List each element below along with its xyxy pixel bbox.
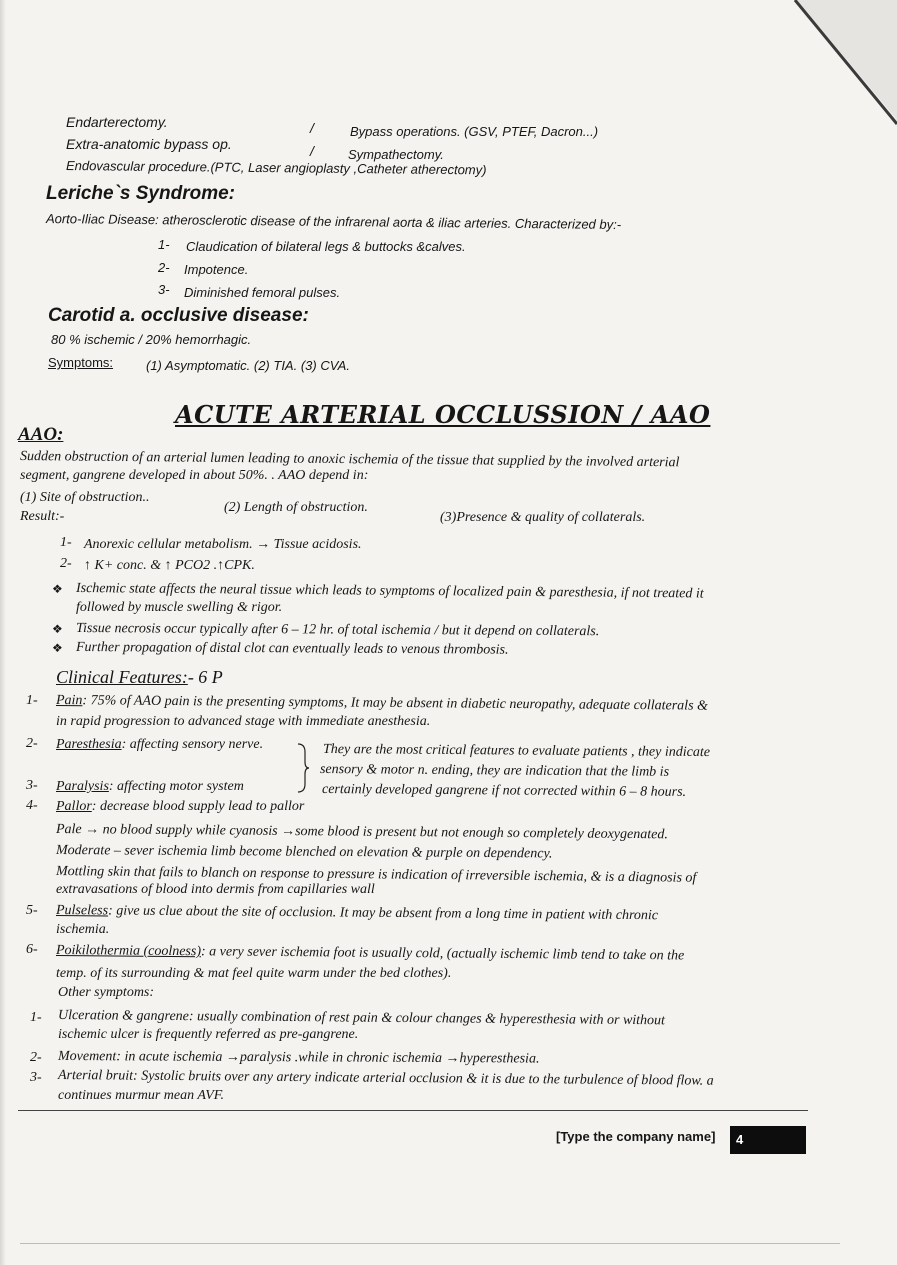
aao-title: ACUTE ARTERIAL OCCLUSSION / AAO	[175, 400, 711, 429]
pallor-line	[56, 799, 304, 815]
bypass-operations-text: Bypass operations. (GSV, PTEF, Dacron...)	[350, 124, 599, 139]
brace-icon	[296, 742, 310, 794]
brace-note-line2: sensory & motor n. ending, they are indication that the limb is	[319, 762, 670, 780]
bruit-line1: Arterial bruit: Systolic bruits over any artery indicate arterial occlusion & it is due to the turbulence of blood flow. a	[57, 1068, 714, 1089]
leriche-intro: Aorto-Iliac Disease: atherosclerotic disease of the infrarenal aorta & iliac arteries. Characterized by:-	[45, 211, 622, 233]
movement-num: 2-	[30, 1050, 42, 1065]
pulseless-line1	[56, 903, 658, 924]
extra-anatomic-text: Extra-anatomic bypass op.	[66, 136, 232, 152]
bullet-icon: ❖	[52, 582, 63, 596]
bullet-1-line2: followed by muscle swelling & rigor.	[76, 600, 283, 615]
poikilothermia-line1	[56, 943, 684, 964]
leriche-item-num-2: 2-	[158, 260, 170, 275]
leriche-item-num-1: 1-	[158, 237, 170, 252]
result-num-1: 1-	[60, 535, 72, 550]
pallor-sub-1: Pale → no blood supply while cyanosis →some blood is present but not enough so completely deoxygenated.	[55, 822, 668, 843]
bullet-2: Tissue necrosis occur typically after 6 – 12 hr. of total ischemia / but it depend on collaterals.	[75, 621, 600, 640]
page-corner-fold	[777, 0, 897, 160]
sympathectomy-text: Sympathectomy.	[348, 147, 444, 162]
bullet-3: Further propagation of distal clot can eventually leads to venous thrombosis.	[75, 640, 509, 658]
bruit-num: 3-	[30, 1070, 42, 1085]
pallor-num: 4-	[26, 798, 38, 813]
poikilothermia-term: Poikilothermia (coolness)	[55, 943, 202, 960]
paresthesia-num: 2-	[26, 736, 38, 751]
carotid-heading: Carotid a. occlusive disease:	[48, 305, 309, 326]
poikilothermia-line2: temp. of its surrounding & mat feel quite warm under the bed clothes).	[56, 966, 452, 981]
poikilothermia-desc: : a very sever ischemia foot is usually cold, (actually ischemic limb tend to take on the	[200, 944, 685, 964]
footer-divider	[18, 1110, 808, 1111]
pulseless-line2: ischemia.	[56, 922, 110, 937]
pain-line2: in rapid progression to advanced stage with immediate anesthesia.	[56, 714, 431, 729]
endarterectomy-text: Endarterectomy.	[66, 114, 168, 130]
carotid-symptoms: (1) Asymptomatic. (2) TIA. (3) CVA.	[146, 358, 350, 373]
pain-desc: : 75% of AAO pain is the presenting symptoms, It may be absent in diabetic neuropathy, adequate collaterals &	[82, 693, 709, 714]
carotid-ratio: 80 % ischemic / 20% hemorrhagic.	[51, 332, 252, 347]
leriche-heading: Leriche`s Syndrome:	[46, 183, 235, 204]
bullet-icon: ❖	[52, 622, 63, 636]
pulseless-term: Pulseless	[55, 903, 109, 919]
other-symptoms-heading: Other symptoms:	[58, 985, 155, 1000]
aao-definition-line1: Sudden obstruction of an arterial lumen leading to anoxic ischemia of the tissue that supplied by the involved arterial	[19, 449, 680, 471]
pallor-sub-4: extravasations of blood into dermis from capillaries wall	[56, 882, 375, 897]
leriche-item-3: Diminished femoral pulses.	[184, 285, 341, 300]
brace-note-line1: They are the most critical features to evaluate patients , they indicate	[322, 742, 711, 761]
ulceration-num: 1-	[30, 1010, 42, 1025]
paralysis-term: Paralysis	[56, 779, 109, 794]
symptoms-label: Symptoms:	[48, 355, 114, 370]
depend-collaterals: (3)Presence & quality of collaterals.	[440, 510, 646, 525]
leriche-item-1: Claudication of bilateral legs & buttocks &calves.	[186, 239, 466, 254]
ulceration-line2: ischemic ulcer is frequently referred as pre-gangrene.	[58, 1027, 359, 1042]
clinical-features-heading	[56, 667, 223, 688]
pallor-sub-3: Mottling skin that fails to blanch on response to pressure is indication of irreversible ischemia, & is a diagnosis of	[55, 864, 697, 886]
pallor-term: Pallor	[56, 799, 92, 814]
paralysis-line	[56, 779, 244, 795]
bottom-scan-line	[20, 1243, 840, 1244]
depend-site: (1) Site of obstruction..	[20, 490, 150, 505]
leriche-item-2: Impotence.	[184, 262, 249, 277]
paresthesia-desc: : affecting sensory nerve.	[121, 737, 264, 752]
leriche-item-num-3: 3-	[158, 282, 170, 297]
pallor-desc: : decrease blood supply lead to pallor	[91, 799, 305, 814]
aao-definition-line2: segment, gangrene developed in about 50%. . AAO depend in:	[20, 468, 369, 483]
brace-note-line3: certainly developed gangrene if not corrected within 6 – 8 hours.	[321, 782, 687, 800]
bruit-line2: continues murmur mean AVF.	[58, 1088, 224, 1103]
depend-length: (2) Length of obstruction.	[224, 500, 368, 515]
pulseless-num: 5-	[26, 903, 38, 918]
paresthesia-line	[56, 737, 263, 753]
ulceration-line1: Ulceration & gangrene: usually combination of rest pain & colour changes & hyperesthesia with or without	[57, 1008, 666, 1029]
movement-line: Movement: in acute ischemia →paralysis .while in chronic ischemia →hyperesthesia.	[57, 1049, 540, 1067]
paralysis-desc: : affecting motor system	[108, 779, 244, 794]
pain-line1	[56, 693, 708, 715]
footer-company-name: [Type the company name]	[556, 1129, 716, 1144]
pain-term: Pain	[55, 693, 83, 709]
paresthesia-term: Paresthesia	[56, 737, 122, 752]
result-item-2: ↑ K+ conc. & ↑ PCO2 .↑CPK.	[84, 558, 255, 573]
pallor-sub-2: Moderate – sever ischemia limb become blenched on elevation & purple on dependency.	[55, 843, 553, 862]
pain-num: 1-	[26, 693, 38, 708]
aao-label: AAO:	[18, 424, 64, 445]
slash-1: /	[310, 120, 314, 136]
pulseless-desc: : give us clue about the site of occlusion. It may be absent from a long time in patient with chronic	[108, 903, 659, 924]
page-edge-shadow	[0, 0, 6, 1265]
result-num-2: 2-	[60, 556, 72, 571]
bullet-icon: ❖	[52, 641, 63, 655]
page-number-badge: 4	[730, 1126, 806, 1154]
poikilothermia-num: 6-	[26, 942, 38, 957]
result-item-1: Anorexic cellular metabolism. → Tissue acidosis.	[84, 537, 362, 552]
result-label: Result:-	[20, 509, 65, 524]
endovascular-text: Endovascular procedure.(PTC, Laser angioplasty ,Catheter atherectomy)	[65, 158, 487, 178]
slash-2: /	[310, 143, 314, 159]
paralysis-num: 3-	[26, 778, 38, 793]
clinical-features-suffix: - 6 P	[187, 667, 223, 687]
clinical-features-title: Clinical Features:	[56, 667, 188, 687]
bullet-1-line1: Ischemic state affects the neural tissue which leads to symptoms of localized pain & paresthesia, if not treated it	[75, 581, 704, 602]
